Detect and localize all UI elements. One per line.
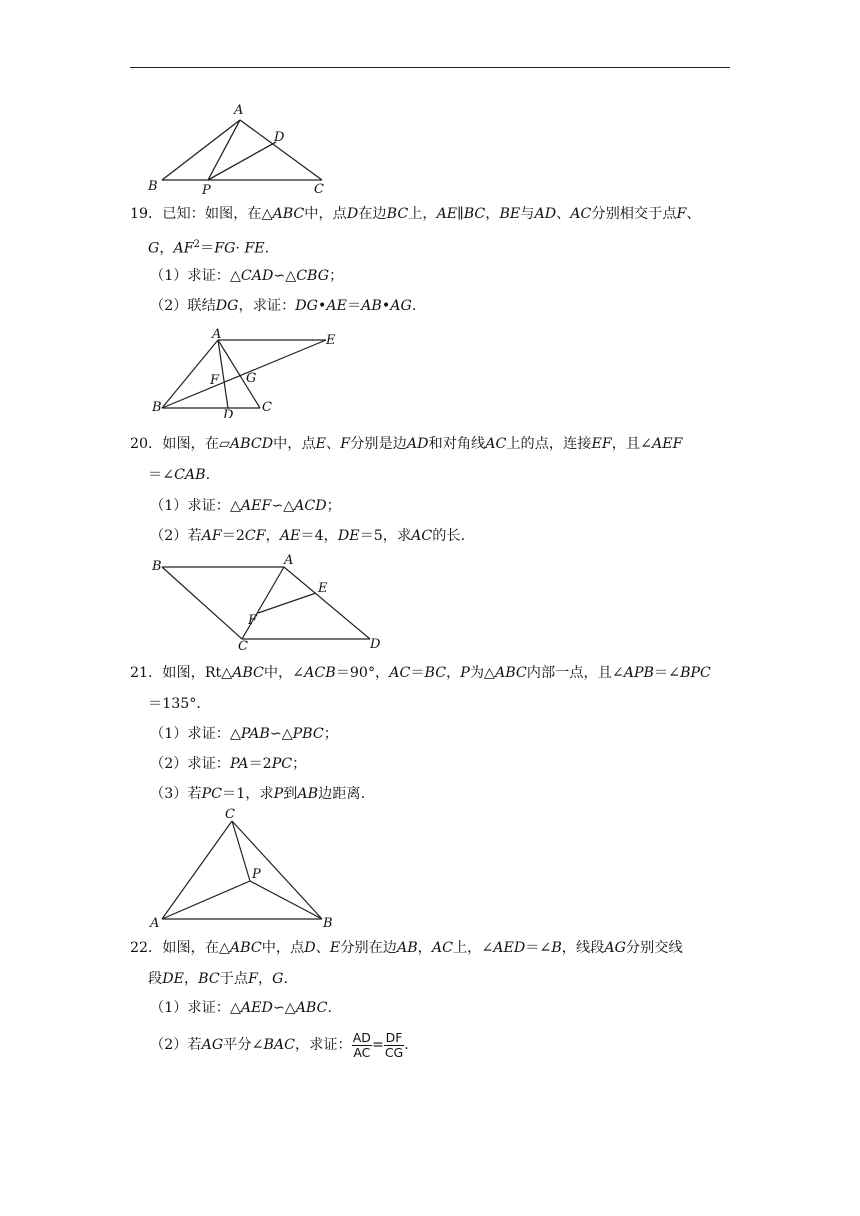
q19-stem-line1: 19．已知：如图，在△ABC中，点D在边BC上，AE∥BC，BE与AD、AC分别相交于点F、 <box>130 206 701 222</box>
label-d: D <box>274 130 285 145</box>
label-c: C <box>314 182 324 196</box>
label-b: B <box>323 916 333 929</box>
q19-part2: （2）联结DG，求证：DG•AE＝AB•AG. <box>150 298 417 314</box>
label-a: A <box>234 103 244 118</box>
label-c: C <box>262 400 272 415</box>
q21-stem-line2: ＝135°． <box>148 696 211 712</box>
figure-q19 <box>148 328 348 418</box>
q20-stem-line2: ＝∠CAB. <box>148 467 211 483</box>
q20-part2: （2）若AF＝2CF，AE＝4，DE＝5，求AC的长. <box>150 528 466 544</box>
label-p: P <box>202 183 211 196</box>
figure-triangle-abc-pd <box>140 98 340 196</box>
q22-stem-line2: 段DE，BC于点F，G. <box>148 971 288 987</box>
label-c: C <box>225 807 235 822</box>
label-d: D <box>223 408 234 418</box>
fraction-ad-ac: $\frac{AD}{AC}$ <box>352 1029 371 1060</box>
label-b: B <box>148 179 158 194</box>
q19-part1: （1）求证：△CAD∽△CBG； <box>150 268 344 284</box>
label-e: E <box>326 333 336 348</box>
q22-stem-line1: 22．如图，在△ABC中，点D、E分别在边AB，AC上，∠AED＝∠B，线段AG分别交线 <box>130 940 683 956</box>
q21-stem-line1: 21．如图，Rt△ABC中，∠ACB＝90°，AC＝BC，P为△ABC内部一点，且∠APB＝∠BPC <box>130 665 711 681</box>
q21-part3: （3）若PC＝1，求P到AB边距离. <box>150 786 366 802</box>
header-rule <box>130 67 730 68</box>
label-g: G <box>246 371 257 386</box>
label-f: F <box>210 373 220 388</box>
label-c: C <box>238 639 248 653</box>
label-e: E <box>318 581 328 596</box>
q19-stem-line2: G，$AF^2=FG\cdot$ FE. <box>148 239 270 257</box>
label-b: B <box>152 400 162 415</box>
q20-stem-line1: 20．如图，在▱ABCD中，点E、F分别是边AD和对角线AC上的点，连接EF，且∠AEF <box>130 436 683 452</box>
label-a: A <box>284 553 294 568</box>
figure-q21 <box>146 803 346 929</box>
q22-part1: （1）求证：△AED∽△ABC. <box>150 1000 332 1016</box>
label-a: A <box>212 328 222 342</box>
q22-part2: （2）若AG平分∠BAC，求证： $\frac{AD}{AC}$ = $\frac{DF}{CG}$ . <box>150 1029 409 1060</box>
fraction-df-cg: $\frac{DF}{CG}$ <box>384 1029 404 1060</box>
q20-part1: （1）求证：△AEF∽△ACD； <box>150 498 341 514</box>
label-a: A <box>150 916 160 929</box>
label-p: P <box>252 867 261 882</box>
label-f: F <box>248 613 258 628</box>
q21-part1: （1）求证：△PAB∽△PBC； <box>150 726 338 742</box>
label-d: D <box>370 637 381 652</box>
q21-part2: （2）求证：PA＝2PC； <box>150 756 307 772</box>
label-b: B <box>152 559 162 574</box>
figure-q20 <box>148 553 388 653</box>
